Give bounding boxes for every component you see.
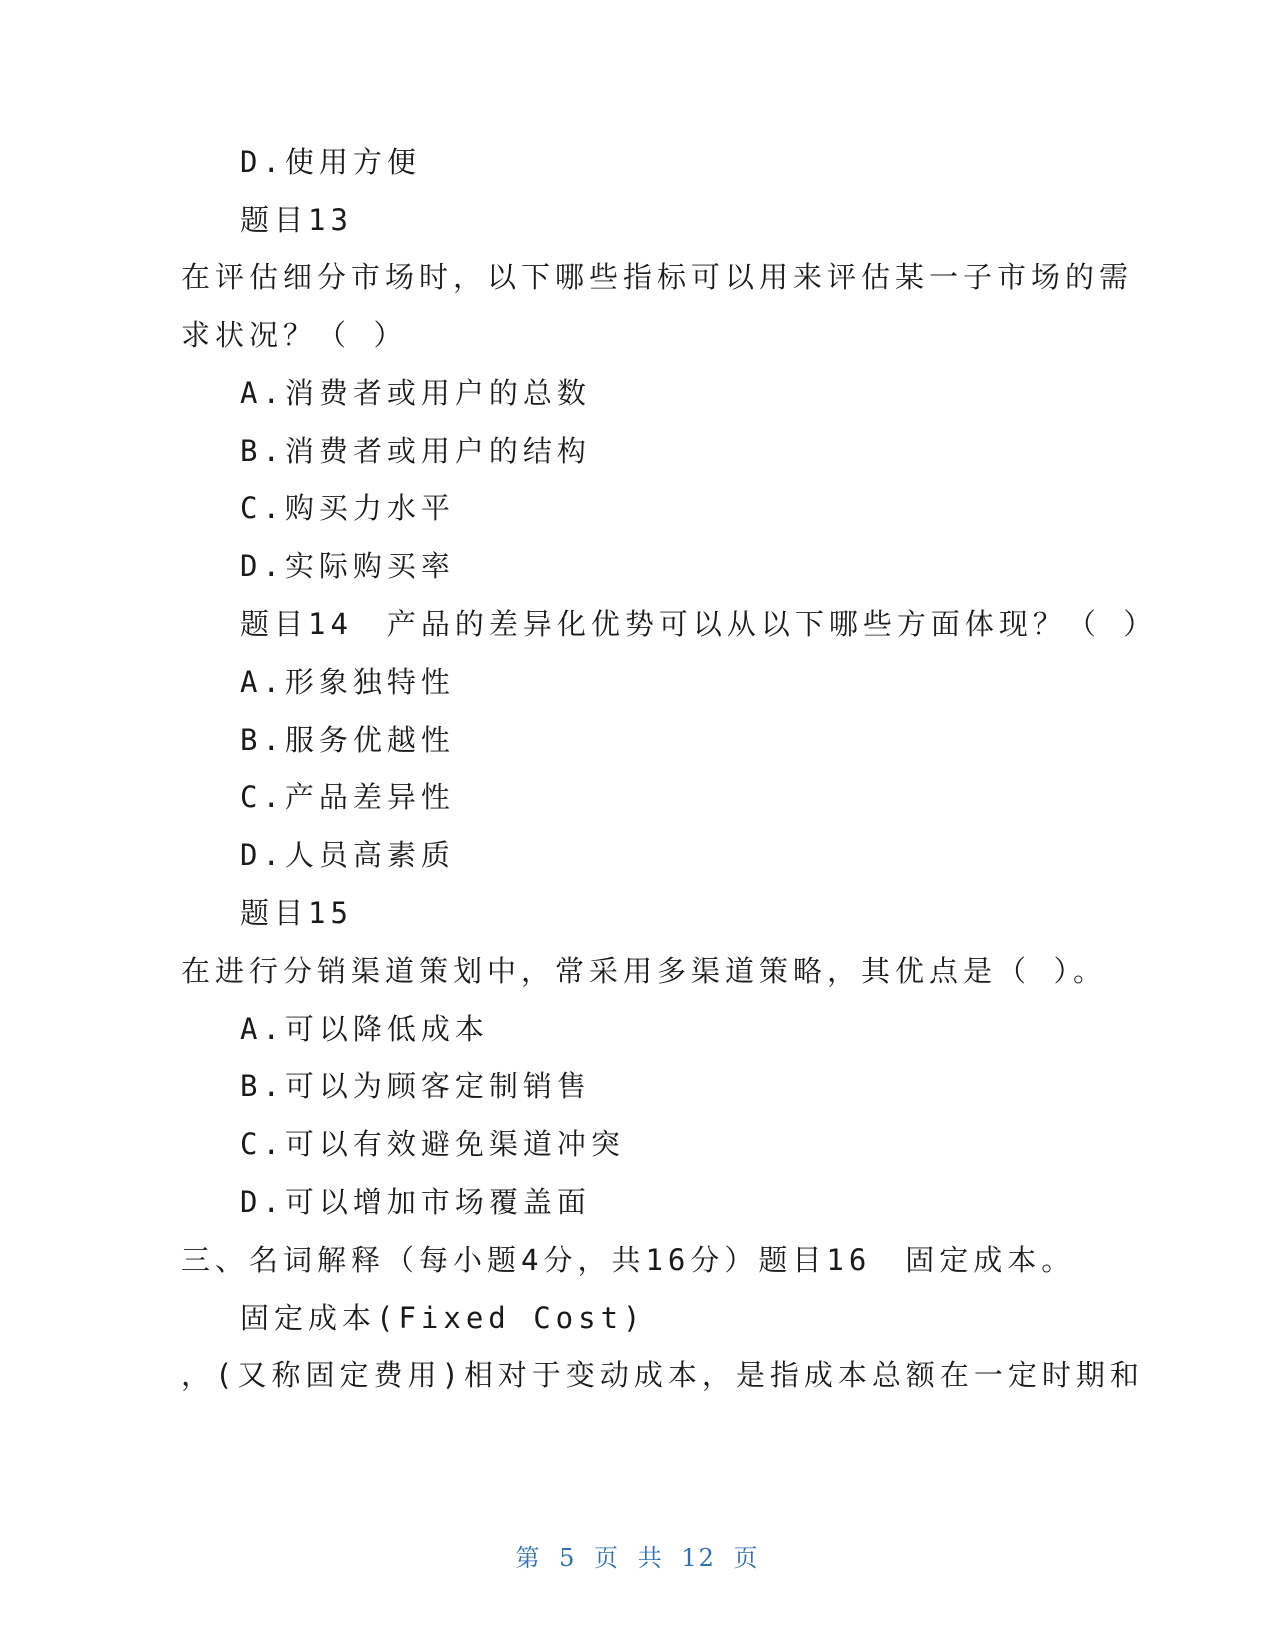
q13-option-b: B.消费者或用户的结构 xyxy=(240,434,591,468)
q14-option-d: D.人员高素质 xyxy=(240,838,455,872)
q12-option-d: D.使用方便 xyxy=(240,145,421,179)
footer-label-ye: 页 xyxy=(594,1544,621,1572)
q16-answer-line2: ，(又称固定费用)相对于变动成本，是指成本总额在一定时期和 xyxy=(181,1358,1144,1392)
q13-heading: 题目13 xyxy=(240,203,353,237)
footer-current-page: 5 xyxy=(559,1544,577,1572)
q13-option-a: A.消费者或用户的总数 xyxy=(240,376,591,410)
q14-option-c: C.产品差异性 xyxy=(240,780,455,814)
q15-heading: 题目15 xyxy=(240,896,353,930)
q14-heading-stem: 题目14 产品的差异化优势可以从以下哪些方面体现？（ ） xyxy=(240,607,1158,641)
q13-option-d: D.实际购买率 xyxy=(240,549,455,583)
footer-label-ye2: 页 xyxy=(733,1544,760,1572)
q14-option-b: B.服务优越性 xyxy=(240,723,455,757)
footer-label-gong: 共 xyxy=(637,1544,664,1572)
q15-option-c: C.可以有效避免渠道冲突 xyxy=(240,1127,625,1161)
footer-label-di: 第 xyxy=(515,1544,542,1572)
q15-option-b: B.可以为顾客定制销售 xyxy=(240,1069,591,1103)
q15-option-a: A.可以降低成本 xyxy=(240,1012,489,1046)
section3-q16-heading: 三、名词解释（每小题4分，共16分）题目16 固定成本。 xyxy=(181,1243,1076,1277)
footer-total-pages: 12 xyxy=(681,1544,716,1572)
page-footer xyxy=(0,1538,1275,1573)
q14-option-a: A.形象独特性 xyxy=(240,665,455,699)
q13-stem-line1: 在评估细分市场时，以下哪些指标可以用来评估某一子市场的需 xyxy=(181,260,1134,294)
q13-stem-line2: 求状况？（ ） xyxy=(181,318,408,352)
q13-option-c: C.购买力水平 xyxy=(240,491,455,525)
q15-stem: 在进行分销渠道策划中，常采用多渠道策略，其优点是（ ）。 xyxy=(181,954,1107,988)
q16-answer-line1: 固定成本(Fixed Cost) xyxy=(240,1301,646,1335)
q15-option-d: D.可以增加市场覆盖面 xyxy=(240,1185,591,1219)
